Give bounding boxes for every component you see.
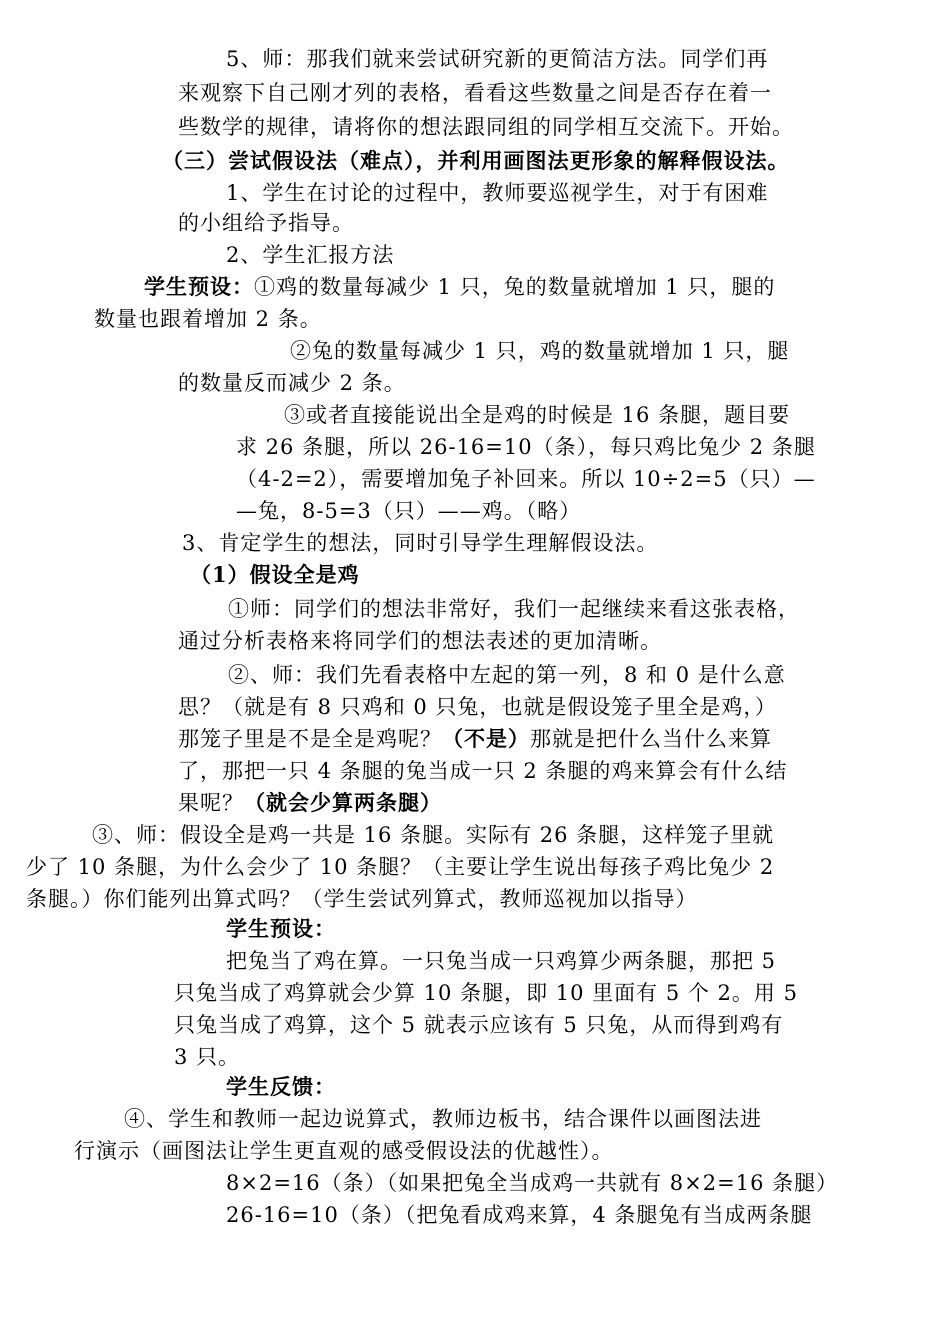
paragraph-line: 2、学生汇报方法 (226, 243, 395, 267)
paragraph-line: ②兔的数量每减少 1 只，鸡的数量就增加 1 只，腿 (290, 339, 790, 363)
paragraph-line: ④、学生和教师一起边说算式，教师边板书，结合课件以画图法进 (124, 1107, 762, 1131)
student-preset-label: 学生预设： (226, 916, 336, 941)
equation-line: 8×2=16（条）（如果把兔全当成鸡一共就有 8×2=16 条腿） (226, 1171, 839, 1195)
paragraph-line: 3、肯定学生的想法，同时引导学生理解假设法。 (182, 531, 659, 555)
paragraph-text: 果呢？ (178, 791, 244, 815)
paragraph-line: 行演示（画图法让学生更直观的感受假设法的优越性）。 (74, 1139, 614, 1163)
paragraph-line: 的数量反而减少 2 条。 (178, 371, 406, 395)
paragraph-line: （4-2=2），需要增加兔子补回来。所以 10÷2=5（只）— (236, 467, 816, 491)
paragraph-text: 那笼子里是不是全是鸡呢？ (178, 727, 442, 751)
student-preset-label: 学生预设： (144, 274, 254, 299)
paragraph-line: ②、师：我们先看表格中左起的第一列，8 和 0 是什么意 (228, 663, 786, 687)
paragraph-line (178, 788, 442, 818)
answer-text: （不是） (442, 726, 530, 751)
paragraph-text: ①鸡的数量每减少 1 只，兔的数量就增加 1 只，腿的 (254, 275, 776, 299)
paragraph-line: 求 26 条腿，所以 26-16=10（条），每只鸡比兔少 2 条腿 (236, 435, 816, 459)
student-feedback-label: 学生反馈： (226, 1074, 336, 1099)
paragraph-line: ①师：同学们的想法非常好，我们一起继续来看这张表格， (228, 597, 800, 621)
paragraph-line: 了，那把一只 4 条腿的兔当成一只 2 条腿的鸡来算会有什么结 (178, 759, 788, 783)
paragraph-line: 数量也跟着增加 2 条。 (94, 307, 322, 331)
paragraph-line: 条腿。）你们能列出算式吗？（学生尝试列算式，教师巡视加以指导） (26, 887, 698, 911)
paragraph-line: 的小组给予指导。 (178, 211, 354, 235)
answer-text: （就会少算两条腿） (244, 790, 442, 815)
paragraph-line: ③、师：假设全是鸡一共是 16 条腿。实际有 26 条腿，这样笼子里就 (92, 823, 775, 847)
paragraph-text: 那就是把什么当什么来算 (530, 727, 772, 751)
paragraph-line: 通过分析表格来将同学们的想法表述的更加清晰。 (178, 629, 662, 653)
paragraph-line: —兔，8-5=3（只）——鸡。（略） (236, 499, 582, 523)
paragraph-line: 来观察下自己刚才列的表格，看看这些数量之间是否存在着一 (178, 81, 772, 105)
paragraph-line: ③或者直接能说出全是鸡的时候是 16 条腿，题目要 (284, 403, 791, 427)
paragraph-line: 少了 10 条腿，为什么会少了 10 条腿？（主要让学生说出每孩子鸡比兔少 2 (26, 855, 775, 879)
paragraph-line: 3 只。 (174, 1045, 241, 1069)
paragraph-line: 把兔当了鸡在算。一只兔当成一只鸡算少两条腿，那把 5 (226, 949, 777, 973)
paragraph-line (144, 272, 775, 302)
paragraph-line: 思？（就是有 8 只鸡和 0 只兔，也就是假设笼子里全是鸡，） (178, 695, 777, 719)
paragraph-line: 5、师：那我们就来尝试研究新的更简洁方法。同学们再 (226, 47, 769, 71)
equation-line: 26-16=10（条）（把兔看成鸡来算，4 条腿兔有当成两条腿 (226, 1203, 813, 1227)
section-heading: （三）尝试假设法（难点），并利用画图法更形象的解释假设法。 (162, 148, 790, 173)
paragraph-line: 只兔当成了鸡算，这个 5 就表示应该有 5 只兔，从而得到鸡有 (174, 1013, 784, 1037)
paragraph-line: 1、学生在讨论的过程中，教师要巡视学生，对于有困难 (226, 181, 769, 205)
paragraph-line: 些数学的规律，请将你的想法跟同组的同学相互交流下。开始。 (178, 115, 794, 139)
paragraph-line (178, 724, 772, 754)
paragraph-line: 只兔当成了鸡算就会少算 10 条腿，即 10 里面有 5 个 2。用 5 (174, 981, 798, 1005)
subsection-heading: （1）假设全是鸡 (190, 562, 360, 587)
